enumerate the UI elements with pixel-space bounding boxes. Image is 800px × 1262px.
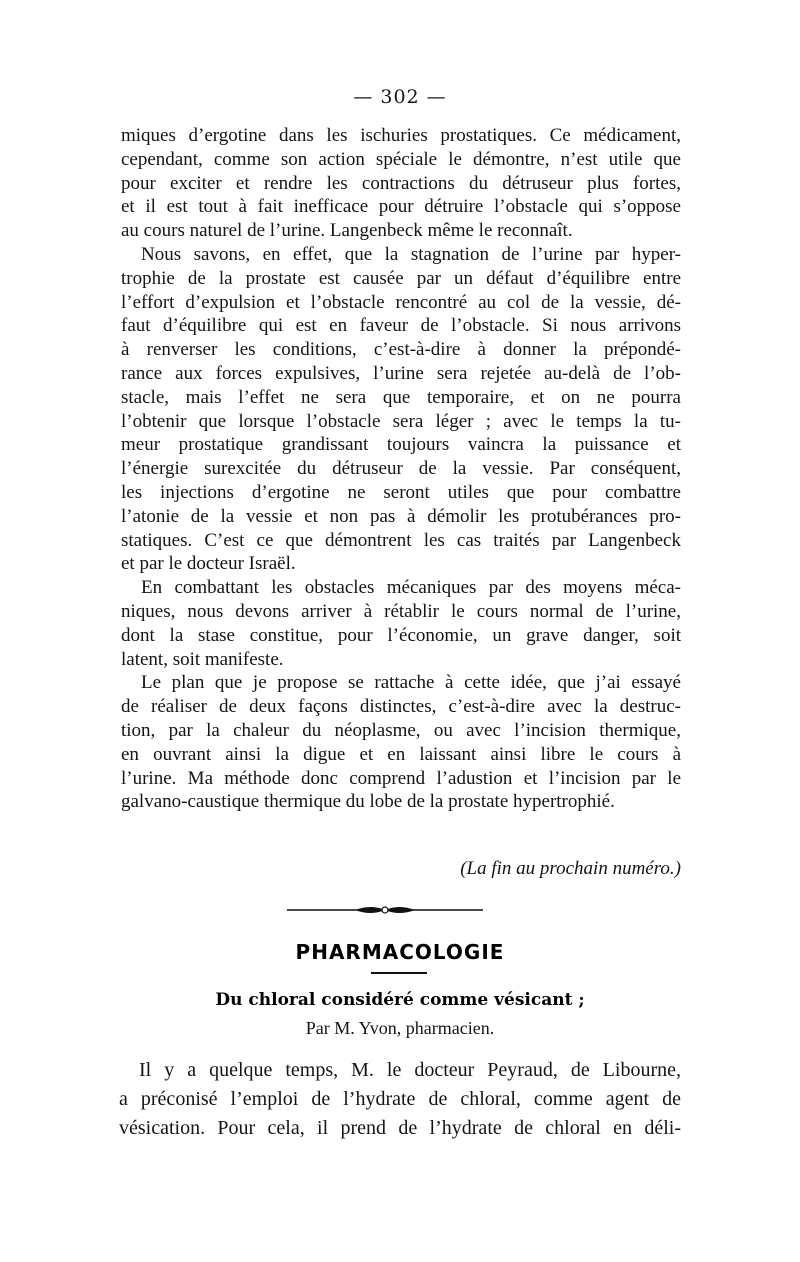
body-text bbox=[121, 124, 681, 814]
text-line: galvano-caustique thermique du lobe de la prostate hypertrophié. bbox=[121, 791, 615, 813]
text-line: miques d’ergotine dans les ischuries prostatiques. Ce médicament, bbox=[121, 125, 681, 146]
text-line: cependant, comme son action spéciale le démontre, n’est utile que bbox=[121, 148, 681, 170]
text-line: niques, nous devons arriver à rétablir le cours normal de l’urine, bbox=[121, 600, 681, 622]
section-title: PHARMACOLOGIE bbox=[295, 940, 505, 964]
text-line: les injections d’ergotine ne seront utiles que pour combattre bbox=[121, 481, 681, 503]
text-line: Le plan que je propose se rattache à cette idée, que j’ai essayé bbox=[141, 672, 681, 694]
text-line: trophie de la prostate est causée par un défaut d’équilibre entre bbox=[121, 267, 681, 289]
text-line: En combattant les obstacles mécaniques par des moyens méca- bbox=[141, 577, 681, 599]
text-line: l’obtenir que lorsque l’obstacle sera léger ; avec le temps la tu- bbox=[121, 410, 681, 432]
ornamental-separator bbox=[287, 903, 483, 917]
text-line: à renverser les conditions, c’est-à-dire à donner la prépondé- bbox=[121, 339, 681, 361]
text-line: en ouvrant ainsi la digue et en laissant ainsi libre le cours à bbox=[121, 743, 681, 765]
text-line: vésication. Pour cela, il prend de l’hydrate de chloral en déli- bbox=[119, 1117, 681, 1139]
text-line: latent, soit manifeste. bbox=[121, 648, 284, 670]
text-line: Il y a quelque temps, M. le docteur Peyraud, de Libourne, bbox=[139, 1059, 681, 1081]
text-line: l’urine. Ma méthode donc comprend l’adustion et l’incision par le bbox=[121, 767, 681, 789]
text-line: a préconisé l’emploi de l’hydrate de chloral, comme agent de bbox=[119, 1088, 681, 1110]
continuation-note: (La fin au prochain numéro.) bbox=[460, 858, 681, 879]
text-line: dont la stase constitue, pour l’économie, un grave danger, soit bbox=[121, 624, 681, 646]
text-line: stacle, mais l’effet ne sera que temporaire, et on ne pourra bbox=[121, 386, 681, 408]
text-line: l’effort d’expulsion et l’obstacle rencontré au col de la vessie, dé- bbox=[121, 291, 681, 313]
text-line: pour exciter et rendre les contractions du détruseur plus fortes, bbox=[121, 172, 681, 194]
text-line: l’énergie surexcitée du détruseur de la vessie. Par conséquent, bbox=[121, 458, 681, 480]
article-title: Du chloral considéré comme vésicant ; bbox=[215, 990, 585, 1010]
author-line: Par M. Yvon, pharmacien. bbox=[305, 1018, 495, 1038]
text-line: et il est tout à fait inefficace pour détruire l’obstacle qui s’oppose bbox=[121, 196, 681, 218]
text-line: au cours naturel de l’urine. Langenbeck même le reconnaît. bbox=[121, 220, 573, 242]
text-line: l’atonie de la vessie et non pas à démolir les protubérances pro- bbox=[121, 505, 681, 527]
article-text bbox=[119, 1056, 681, 1143]
text-line: et par le docteur Israël. bbox=[121, 553, 296, 575]
text-line: faut d’équilibre qui est en faveur de l’obstacle. Si nous arrivons bbox=[121, 315, 681, 337]
text-line: Nous savons, en effet, que la stagnation de l’urine par hyper- bbox=[141, 243, 681, 265]
text-line: tion, par la chaleur du néoplasme, ou avec l’incision thermique, bbox=[121, 719, 681, 741]
text-line: de réaliser de deux façons distinctes, c’est-à-dire avec la destruc- bbox=[121, 696, 681, 718]
text-line: meur prostatique grandissant toujours vaincra la puissance et bbox=[121, 434, 681, 456]
text-line: rance aux forces expulsives, l’urine sera rejetée au-delà de l’ob- bbox=[121, 362, 681, 384]
page-number: — 302 — bbox=[353, 86, 447, 108]
title-rule bbox=[371, 972, 427, 974]
text-line: statiques. C’est ce que démontrent les cas traités par Langenbeck bbox=[121, 529, 681, 551]
